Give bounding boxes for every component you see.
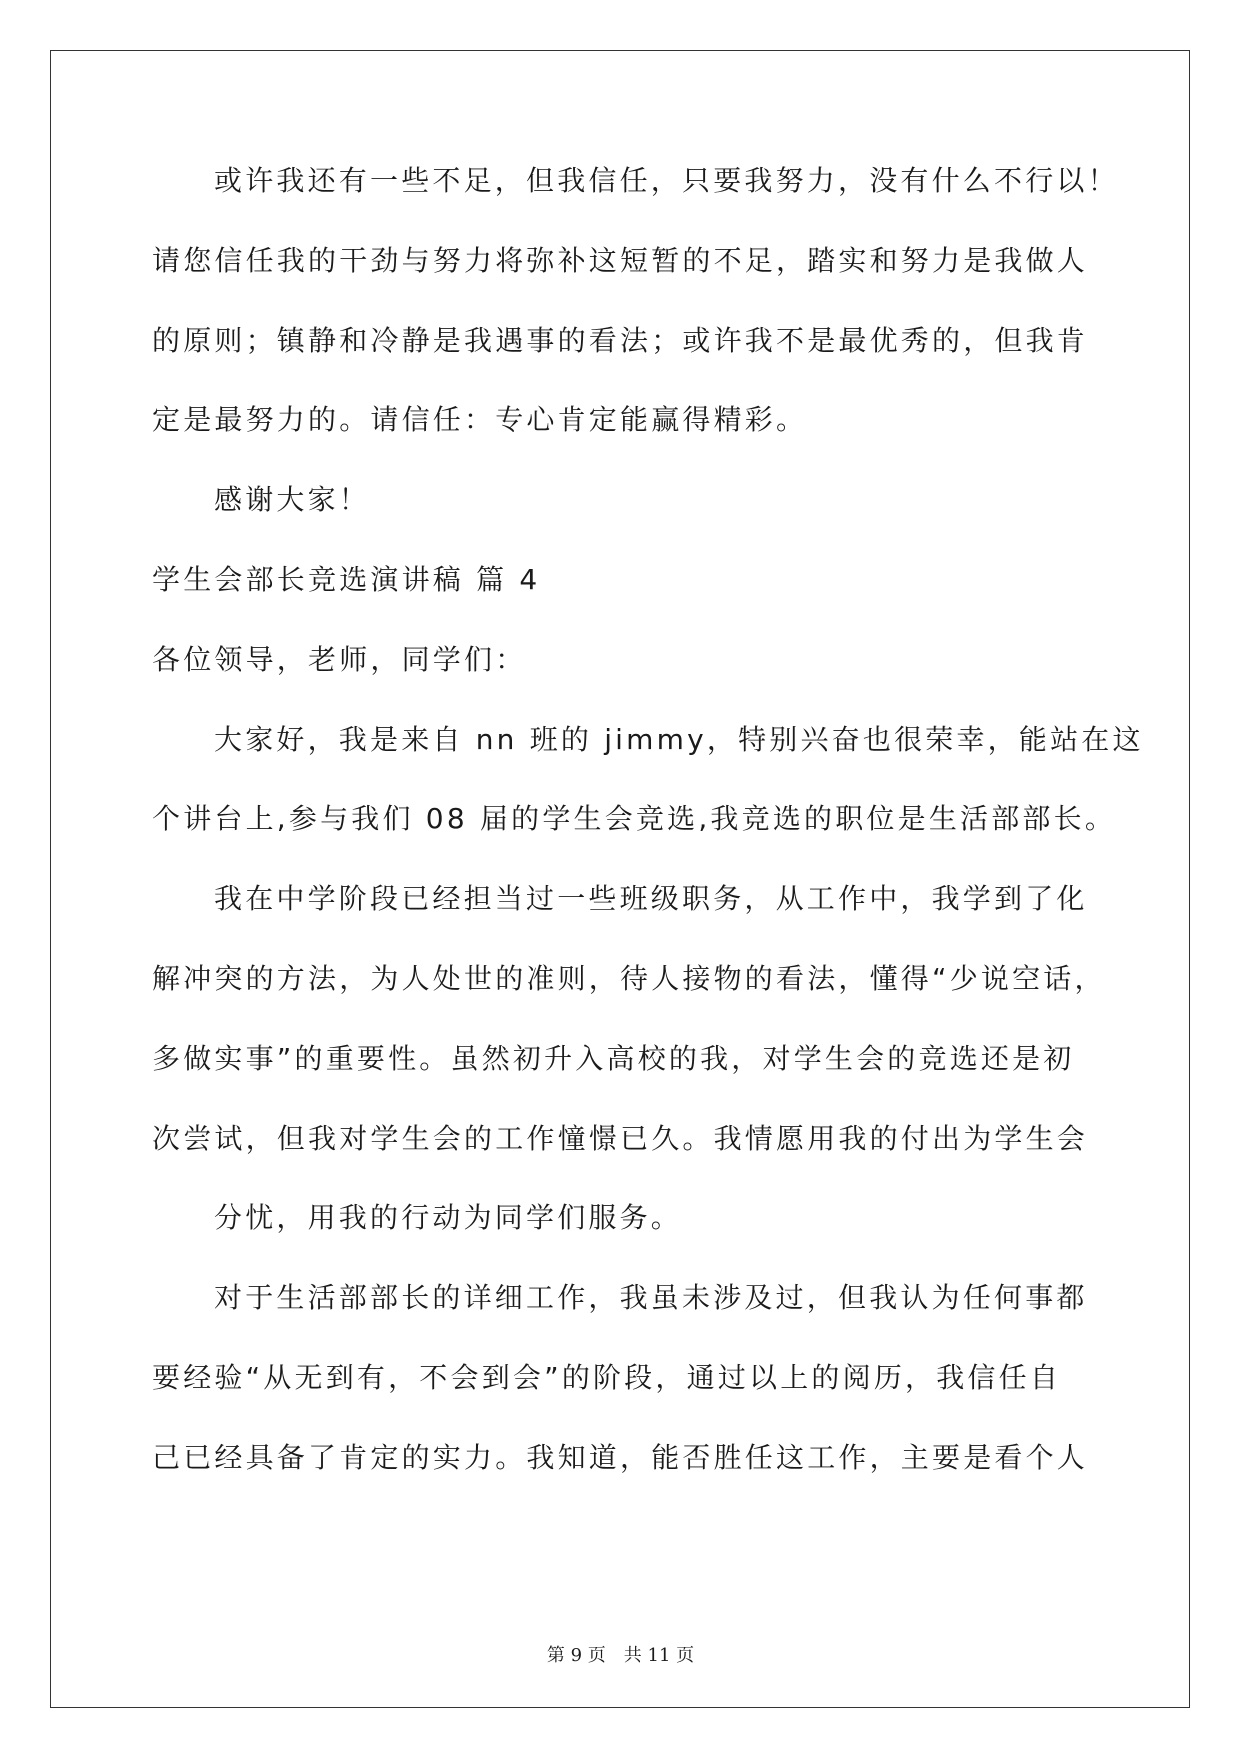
text-line: 对于生活部部长的详细工作，我虽未涉及过，但我认为任何事都 [214, 1281, 1088, 1315]
text-line: 的原则；镇静和冷静是我遇事的看法；或许我不是最优秀的，但我肯 [152, 323, 1089, 357]
text-line: 请您信任我的干劲与努力将弥补这短暂的不足，踏实和努力是我做人 [152, 243, 1089, 277]
text-line: 我在中学阶段已经担当过一些班级职务，从工作中，我学到了化 [214, 882, 1088, 916]
text-line: 个讲台上,参与我们 08 届的学生会竞选,我竞选的职位是生活部部长。 [152, 802, 1117, 836]
text-line: 或许我还有一些不足，但我信任，只要我努力，没有什么不行以！ [214, 164, 1119, 197]
section-heading: 学生会部长竞选演讲稿 篇 4 [152, 562, 541, 596]
text-line: 感谢大家！ [214, 483, 371, 517]
text-line: 多做实事”的重要性。虽然初升入高校的我，对学生会的竞选还是初 [152, 1041, 1075, 1075]
page-footer [0, 1644, 1241, 1668]
text-line: 大家好，我是来自 nn 班的 jimmy，特别兴奋也很荣幸，能站在这 [214, 722, 1144, 756]
text-line: 要经验“从无到有，不会到会”的阶段，通过以上的阅历，我信任自 [152, 1360, 1062, 1394]
text-line: 解冲突的方法，为人处世的准则，待人接物的看法，懂得“少说空话， [152, 961, 1106, 995]
page-total: 共 11 页 [623, 1645, 695, 1666]
salutation: 各位领导，老师，同学们： [152, 642, 527, 676]
text-line: 分忧，用我的行动为同学们服务。 [214, 1201, 683, 1235]
text-line: 己已经具备了肯定的实力。我知道，能否胜任这工作，主要是看个人 [152, 1440, 1089, 1474]
text-line: 定是最努力的。请信任：专心肯定能赢得精彩。 [152, 403, 808, 437]
page-number: 第 9 页 [546, 1645, 606, 1666]
document-body [152, 162, 1144, 1519]
text-line: 次尝试，但我对学生会的工作憧憬已久。我情愿用我的付出为学生会 [152, 1121, 1089, 1155]
